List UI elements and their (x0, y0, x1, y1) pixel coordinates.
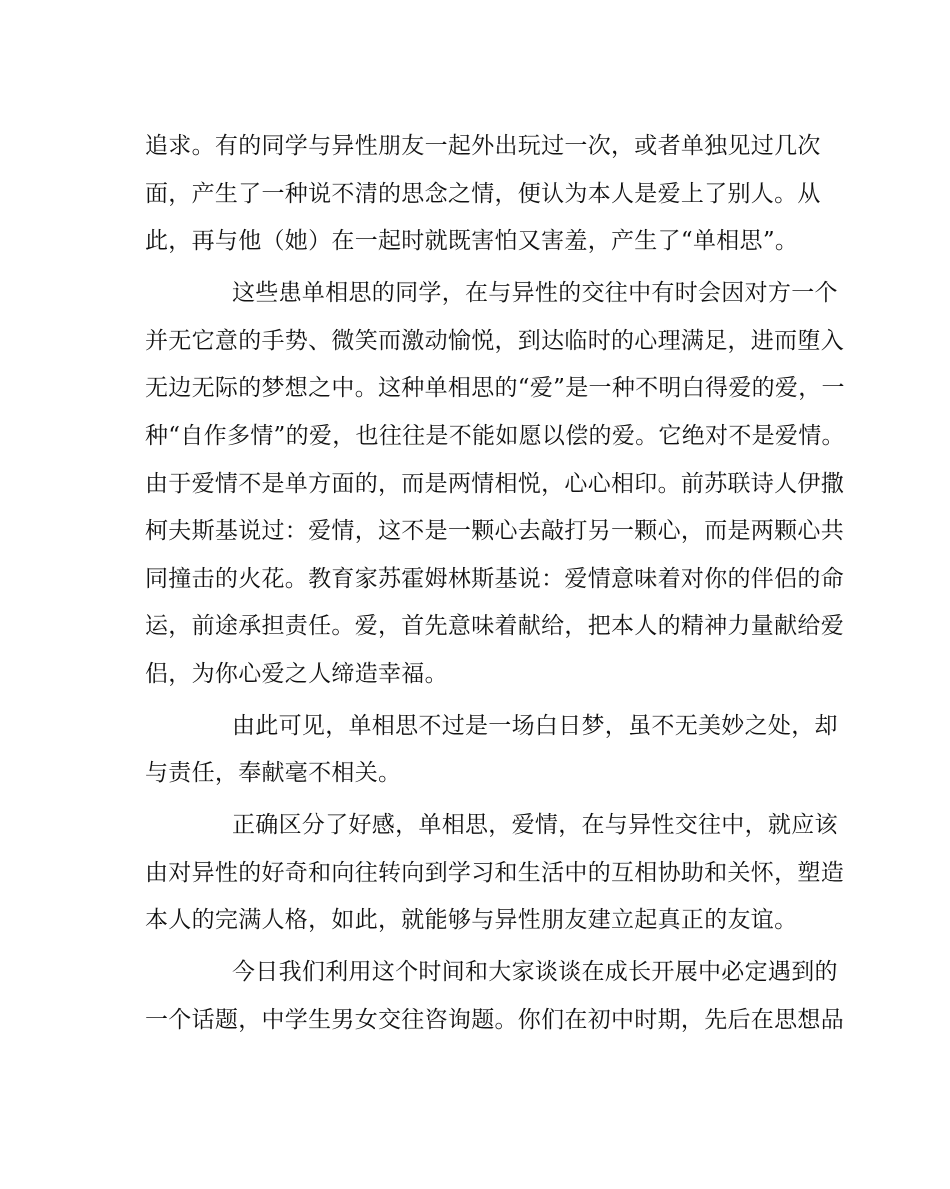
text-line: 运，前途承担责任。爱，首先意味着献给，把本人的精神力量献给爱 (145, 613, 844, 639)
text-line: 无边无际的梦想之中。这种单相思的“爱”是一种不明白得爱的爱，一 (145, 375, 845, 401)
text-line: 追求。有的同学与异性朋友一起外出玩过一次，或者单独见过几次 (145, 133, 821, 159)
text-line: 面，产生了一种说不清的思念之情，便认为本人是爱上了别人。从 (145, 181, 821, 207)
text-line: 此，再与他（她）在一起时就既害怕又害羞，产生了“单相思”。 (145, 228, 799, 254)
text-line: 由于爱情不是单方面的，而是两情相悦，心心相印。前苏联诗人伊撒 (145, 471, 844, 497)
text-line: 同撞击的火花。教育家苏霍姆林斯基说：爱情意味着对你的伴侣的命 (145, 566, 844, 592)
text-line: 由对异性的好奇和向往转向到学习和生活中的互相协助和关怀，塑造 (145, 860, 844, 886)
text-line: 种“自作多情”的爱，也往往是不能如愿以偿的爱。它绝对不是爱情。 (145, 423, 845, 449)
paragraph-first-line: 今日我们利用这个时间和大家谈谈在成长开展中必定遇到的 (232, 959, 838, 985)
text-line: 本人的完满人格，如此，就能够与异性朋友建立起真正的友谊。 (145, 907, 798, 933)
text-line: 一个话题，中学生男女交往咨询题。你们在初中时期，先后在思想品 (145, 1007, 844, 1033)
paragraph-first-line: 这些患单相思的同学，在与异性的交往中有时会因对方一个 (232, 280, 838, 306)
text-line: 柯夫斯基说过：爱情，这不是一颗心去敲打另一颗心，而是两颗心共 (145, 518, 844, 544)
paragraph-first-line: 正确区分了好感，单相思，爱情，在与异性交往中，就应该 (232, 812, 838, 838)
text-line: 侣，为你心爱之人缔造幸福。 (145, 661, 448, 687)
text-line: 并无它意的手势、微笑而激动愉悦，到达临时的心理满足，进而堕入 (145, 328, 844, 354)
text-line: 与责任，奉献毫不相关。 (145, 760, 402, 786)
paragraph-first-line: 由此可见，单相思不过是一场白日梦，虽不无美妙之处，却 (232, 713, 838, 739)
